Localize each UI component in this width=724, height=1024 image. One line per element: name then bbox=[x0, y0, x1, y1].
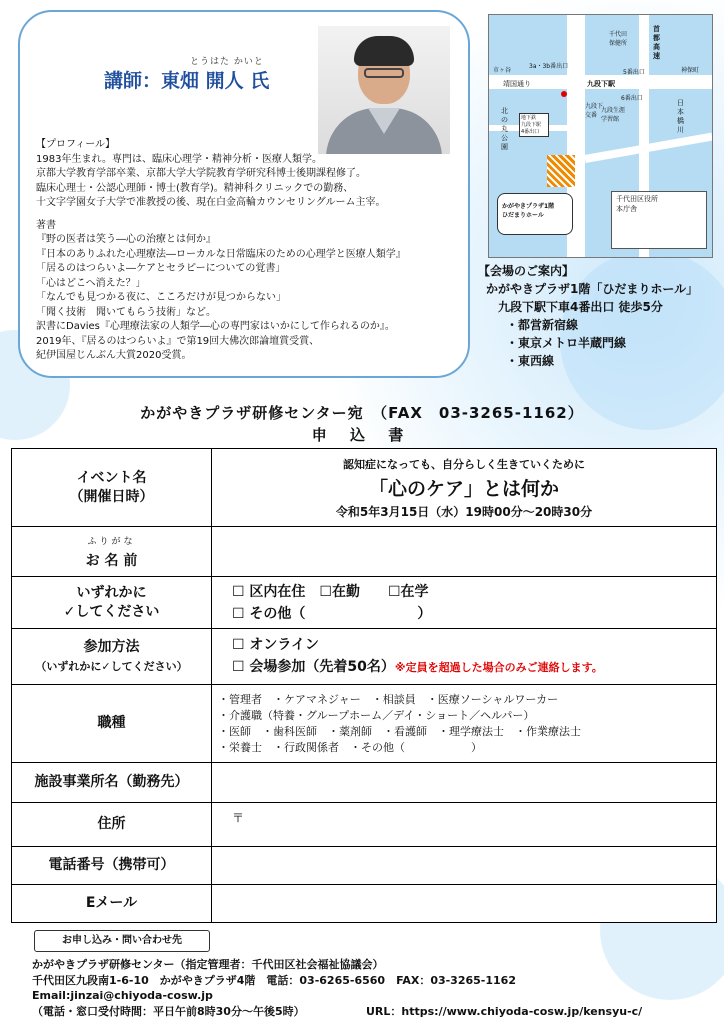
job-option-line[interactable]: ・管理者 ・ケアマネジャー ・相談員 ・医療ソーシャルワーカー bbox=[218, 692, 559, 706]
map-label-exit6: 6番出口 bbox=[621, 95, 643, 102]
row-participation bbox=[12, 629, 717, 685]
map-label-hospital: 千代田 保健所 bbox=[609, 31, 628, 47]
name-label: お 名 前 bbox=[85, 552, 138, 569]
venue-place: かがやきプラザ1階「ひだまりホール」 bbox=[486, 282, 699, 296]
map-label-expressway: 首都高速 bbox=[653, 25, 660, 60]
residency-label: いずれかに bbox=[76, 584, 147, 601]
book-line: 2019年、『居るのはつらいよ』で第19回大佛次郎論壇賞受賞、 bbox=[36, 335, 320, 347]
residency-options[interactable] bbox=[212, 577, 717, 629]
capacity-note: ※定員を超過した場合のみご連絡します。 bbox=[394, 661, 603, 674]
row-residency bbox=[12, 577, 717, 629]
book-line: 『日本のありふれた心理療法―ローカルな日常臨床のための心理学と医療人類学』 bbox=[36, 248, 406, 260]
book-line: 「居るのはつらいよ―ケアとセラピーについての覚書」 bbox=[36, 263, 286, 274]
map-office-box: 千代田区役所 本庁舎 bbox=[611, 191, 707, 249]
name-label-cell bbox=[12, 527, 212, 577]
participation-venue-checkbox[interactable]: ☐ 会場参加（先着50名） bbox=[232, 659, 395, 675]
fax-destination: かがやきプラザ研修センター宛 （FAX 03-3265-1162） bbox=[140, 404, 584, 422]
row-address bbox=[12, 803, 717, 847]
profile-line: 十文字学園女子大学で准教授の後、現在白金高輪カウンセリングルーム主宰。 bbox=[36, 197, 386, 208]
participation-label: 参加方法 bbox=[83, 638, 140, 655]
map-label-exit5: 5番出口 bbox=[623, 69, 645, 76]
map-label-school: 九段生涯 学習館 bbox=[601, 107, 626, 123]
job-option-line[interactable]: ・介護職（特養・グループホーム／デイ・ショート／ヘルパー） bbox=[218, 708, 535, 722]
venue-line: ・東西線 bbox=[506, 354, 555, 368]
row-phone bbox=[12, 847, 717, 885]
residency-label-sub: ✓してください bbox=[63, 603, 160, 620]
participation-label-cell bbox=[12, 629, 212, 685]
profile-line: 1983年生まれ。専門は、臨床心理学・精神分析・医療人類学。 bbox=[36, 153, 323, 165]
phone-label: 電話番号（携帯可） bbox=[12, 847, 212, 885]
name-field[interactable] bbox=[212, 527, 717, 577]
book-line: 『野の医者は笑う―心の治療とは何か』 bbox=[36, 234, 216, 245]
venue-access: 九段下駅下車4番出口 徒歩5分 bbox=[498, 300, 663, 314]
residency-option-other[interactable]: ☐ その他（ ） bbox=[232, 605, 432, 622]
application-form bbox=[11, 448, 717, 923]
map-exit-box: 地下鉄 九段下駅 4番出口 bbox=[519, 113, 549, 137]
map-label-river: 日本橋川 bbox=[677, 99, 684, 134]
job-options[interactable] bbox=[212, 685, 717, 763]
event-label-cell bbox=[12, 449, 212, 527]
email-field[interactable] bbox=[212, 885, 717, 923]
email-label: Eメール bbox=[12, 885, 212, 923]
map-label-yasukuni: 靖国通り bbox=[503, 80, 531, 88]
row-name bbox=[12, 527, 717, 577]
venue-line: ・都営新宿線 bbox=[506, 318, 579, 332]
contact-hours: （電話・窓口受付時間：平日午前8時30分～午後5時） bbox=[32, 1004, 305, 1018]
event-label: イベント名 bbox=[76, 469, 147, 486]
contact-email[interactable]: Email:jinzai@chiyoda-cosw.jp bbox=[32, 989, 213, 1002]
book-line: 紀伊国屋じんぶん大賞2020受賞。 bbox=[36, 350, 192, 361]
book-line: 「聞く技術 聞いてもらう技術」など。 bbox=[36, 306, 216, 318]
contact-url[interactable]: URL：https://www.chiyoda-cosw.jp/kensyu-c/ bbox=[366, 1005, 643, 1018]
contact-address: 千代田区九段南1-6-10 かがやきプラザ4階 電話：03-6265-6560 FAX：03-3265-1162 bbox=[32, 973, 516, 987]
instructor-bio bbox=[36, 138, 460, 364]
row-job bbox=[12, 685, 717, 763]
venue-heading: 【会場のご案内】 bbox=[478, 264, 575, 278]
profile-line: 京都大学教育学部卒業、京都大学大学院教育学研究科博士後期課程修了。 bbox=[36, 168, 366, 179]
address-field[interactable]: 〒 bbox=[212, 803, 717, 847]
map-label-kudanshita: 九段下駅 bbox=[587, 80, 615, 88]
job-label: 職種 bbox=[97, 715, 126, 731]
map-label-koban: 九段下 交番 bbox=[585, 103, 604, 119]
instructor-ruby: とうはた かいと bbox=[190, 57, 264, 67]
map-venue-callout: かがやきプラザ1階 ひだまりホール bbox=[497, 193, 573, 235]
facility-label: 施設事業所名（勤務先） bbox=[12, 763, 212, 803]
map-label-ichigaya: 市ヶ谷 bbox=[493, 67, 512, 74]
map-label-exit3: 3a・3b番出口 bbox=[529, 63, 569, 70]
facility-field[interactable] bbox=[212, 763, 717, 803]
row-facility bbox=[12, 763, 717, 803]
residency-label-cell bbox=[12, 577, 212, 629]
profile-heading: 【プロフィール】 bbox=[36, 139, 115, 150]
job-label-cell bbox=[12, 685, 212, 763]
event-label-sub: （開催日時） bbox=[69, 488, 154, 505]
book-line: 「なんでも見つかる夜に、こころだけが見つからない」 bbox=[36, 292, 286, 303]
job-option-line[interactable]: ・栄養士 ・行政関係者 ・その他（ ） bbox=[218, 740, 482, 754]
book-line: 「心はどこへ消えた？」 bbox=[36, 277, 146, 289]
venue-building bbox=[547, 155, 575, 187]
instructor-photo bbox=[318, 26, 450, 154]
participation-options[interactable] bbox=[212, 629, 717, 685]
books-heading: 著書 bbox=[36, 219, 56, 231]
map-label-park: 北の丸公園 bbox=[501, 107, 508, 151]
participation-online-checkbox[interactable]: ☐ オンライン bbox=[232, 637, 320, 653]
event-subtitle: 認知症になっても、自分らしく生きていくために bbox=[343, 457, 585, 471]
row-email bbox=[12, 885, 717, 923]
phone-field[interactable] bbox=[212, 847, 717, 885]
form-title: 申 込 書 bbox=[311, 426, 413, 444]
participation-label-sub: （いずれかに✓してください） bbox=[35, 659, 188, 673]
address-label: 住所 bbox=[12, 803, 212, 847]
map-label-jinbocho: 神保町 bbox=[681, 67, 700, 74]
venue-line: ・東京メトロ半蔵門線 bbox=[506, 336, 627, 350]
venue-info bbox=[478, 262, 698, 370]
job-option-line[interactable]: ・医師 ・歯科医師 ・薬剤師 ・看護師 ・理学療法士 ・作業療法士 bbox=[218, 724, 581, 738]
instructor-name: 講師：東畑 開人 氏 bbox=[104, 70, 270, 92]
residency-option-line[interactable]: ☐ 区内在住 ☐在勤 ☐在学 bbox=[232, 583, 429, 600]
contact-org: かがやきプラザ研修センター（指定管理者：千代田区社会福祉協議会） bbox=[32, 958, 384, 971]
event-value-cell bbox=[212, 449, 717, 527]
contact-tag: お申し込み・問い合わせ先 bbox=[34, 930, 210, 952]
venue-map bbox=[488, 14, 713, 258]
name-furigana: ふりがな bbox=[87, 536, 136, 547]
row-event bbox=[12, 449, 717, 527]
book-line: 訳書にDavies『心理療法家の人類学―心の専門家はいかにして作られるのか』。 bbox=[36, 321, 395, 332]
exit-marker-icon bbox=[561, 91, 567, 97]
event-title: 「心のケア」とは何か bbox=[368, 477, 559, 500]
event-datetime: 令和5年3月15日（水）19時00分～20時30分 bbox=[335, 504, 593, 519]
profile-line: 臨床心理士・公認心理師・博士(教育学)。精神科クリニックでの勤務、 bbox=[36, 182, 354, 194]
